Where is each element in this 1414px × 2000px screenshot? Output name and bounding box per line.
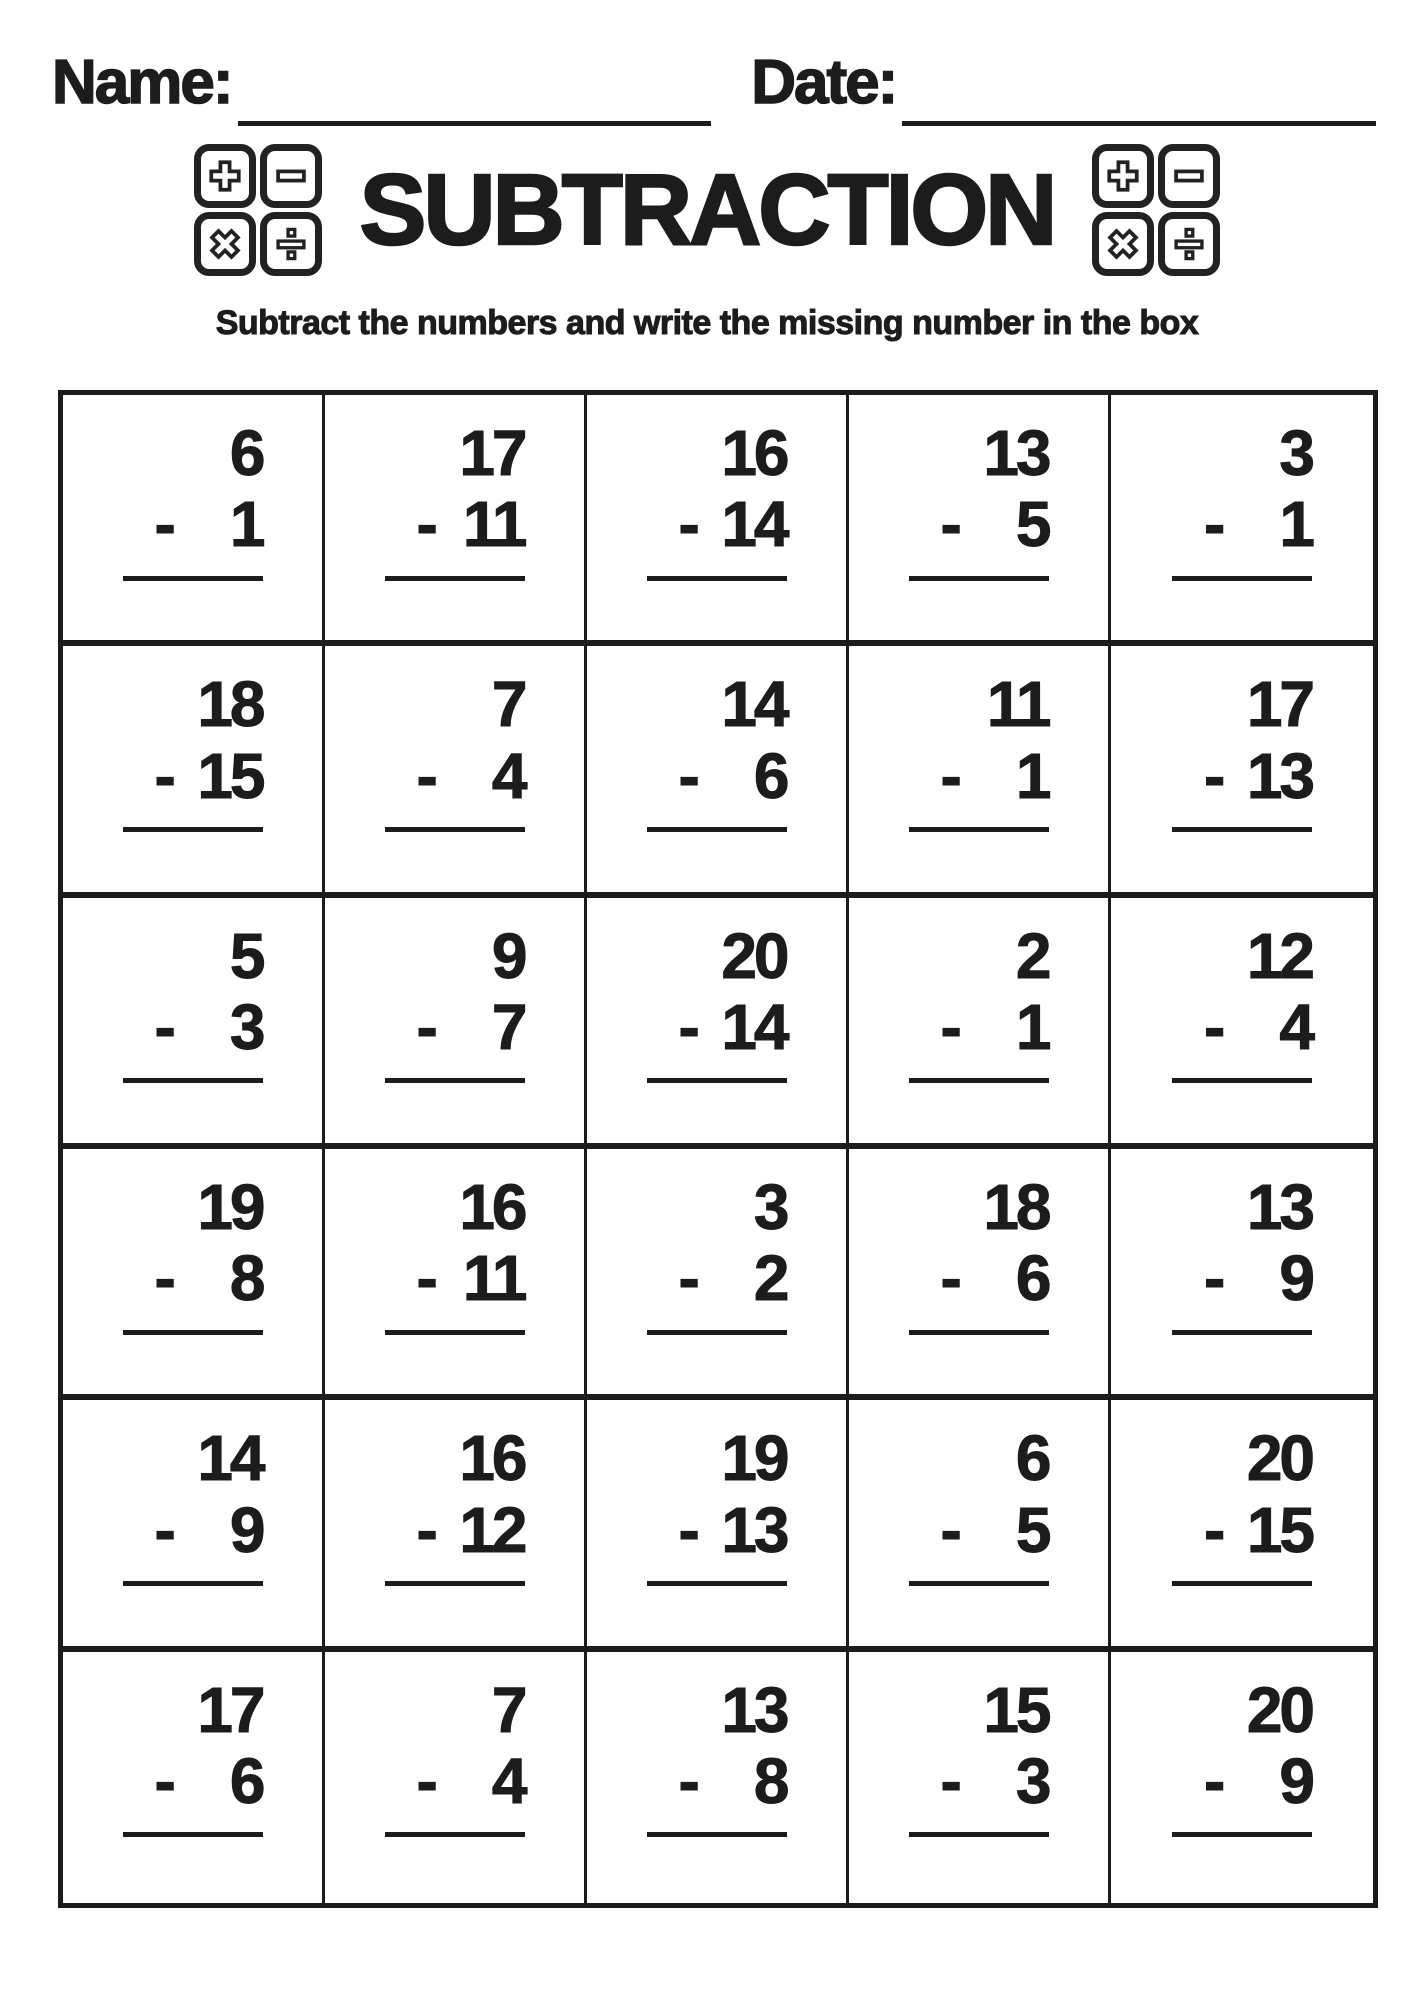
minuend: 16: [459, 1422, 525, 1495]
problem: [385, 668, 525, 832]
problem: [909, 668, 1049, 832]
subtraction-row: [940, 1242, 1049, 1315]
subtraction-row: [1204, 990, 1312, 1063]
problem-cell: [849, 898, 1111, 1149]
subtrahend: 6: [753, 739, 787, 812]
problem: [1172, 1422, 1312, 1586]
subtrahend: 5: [1015, 1493, 1049, 1566]
minus-operator: -: [940, 1242, 959, 1315]
problem: [647, 919, 787, 1084]
minus-operator: -: [1204, 488, 1223, 561]
subtraction-row: [678, 1744, 787, 1817]
subtraction-row: [416, 990, 525, 1063]
problem-cell: [63, 1400, 325, 1651]
problem-cell: [1111, 395, 1373, 646]
subtrahend: 3: [1015, 1744, 1049, 1817]
answer-line[interactable]: [385, 1078, 525, 1083]
minus-operator: -: [678, 990, 697, 1063]
minus-operator: -: [678, 1744, 697, 1817]
answer-line[interactable]: [909, 1581, 1049, 1586]
minus-operator: -: [154, 1242, 173, 1315]
minuend: 16: [459, 1170, 525, 1243]
problem-cell: [587, 1652, 849, 1903]
minus-icon: [1158, 144, 1220, 208]
minus-operator: -: [1204, 1744, 1223, 1817]
minus-operator: -: [416, 1242, 435, 1315]
problem-cell: [325, 898, 587, 1149]
problem: [909, 1170, 1049, 1335]
problem: [647, 1170, 787, 1335]
problem: [647, 417, 787, 581]
minuend: 13: [721, 1673, 787, 1746]
subtrahend: 2: [753, 1242, 787, 1315]
subtraction-row: [1204, 1493, 1312, 1566]
problem: [647, 668, 787, 832]
subtrahend: 14: [721, 990, 787, 1063]
answer-line[interactable]: [123, 827, 263, 832]
subtraction-row: [154, 1493, 263, 1566]
subtraction-row: [1204, 488, 1312, 561]
problem-cell: [325, 1400, 587, 1651]
problem-cell: [1111, 1149, 1373, 1400]
minuend: 12: [1246, 919, 1312, 992]
minus-operator: -: [154, 1744, 173, 1817]
problem: [123, 1673, 263, 1838]
subtrahend: 13: [721, 1493, 787, 1566]
date-blank[interactable]: [902, 121, 1376, 126]
minus-operator: -: [416, 1493, 435, 1566]
answer-line[interactable]: [647, 827, 787, 832]
minus-operator: -: [416, 488, 435, 561]
minuend: 17: [459, 417, 525, 489]
problem: [1172, 1673, 1312, 1838]
subtraction-row: [940, 990, 1049, 1063]
answer-line[interactable]: [647, 1832, 787, 1837]
problem-cell: [325, 646, 587, 897]
problem-cell: [849, 395, 1111, 646]
minus-operator: -: [1204, 739, 1223, 812]
minuend: 19: [721, 1422, 787, 1495]
subtraction-row: [416, 488, 525, 561]
date-label: Date:: [751, 48, 897, 117]
answer-line[interactable]: [1172, 1330, 1312, 1335]
subtraction-row: [1204, 1242, 1312, 1315]
minus-operator: -: [416, 990, 435, 1063]
answer-line[interactable]: [385, 576, 525, 581]
subtraction-row: [154, 1744, 263, 1817]
subtrahend: 9: [1279, 1744, 1312, 1817]
subtraction-row: [678, 739, 787, 812]
minus-operator: -: [1204, 990, 1223, 1063]
answer-line[interactable]: [909, 827, 1049, 832]
subtraction-row: [678, 990, 787, 1063]
minus-operator: -: [678, 1242, 697, 1315]
minus-operator: -: [678, 1493, 697, 1566]
problem: [909, 1673, 1049, 1838]
subtrahend: 8: [229, 1242, 263, 1315]
answer-line[interactable]: [123, 1078, 263, 1083]
worksheet-subtitle: Subtract the numbers and write the missing number in the box: [215, 304, 1199, 342]
subtraction-row: [416, 1493, 525, 1566]
divide-icon: [260, 212, 322, 276]
problem-cell: [849, 1652, 1111, 1903]
problem: [385, 919, 525, 1084]
subtraction-row: [416, 1242, 525, 1315]
minus-operator: -: [154, 739, 173, 812]
subtrahend: 1: [1015, 739, 1049, 812]
minus-operator: -: [154, 488, 173, 561]
operator-icons-right: [1092, 144, 1220, 276]
subtrahend: 15: [197, 739, 263, 812]
subtrahend: 1: [1015, 990, 1049, 1063]
problem: [123, 1170, 263, 1335]
answer-line[interactable]: [909, 576, 1049, 581]
subtrahend: 6: [229, 1744, 263, 1817]
subtrahend: 12: [459, 1493, 525, 1566]
answer-line[interactable]: [909, 1330, 1049, 1335]
subtraction-row: [1204, 739, 1312, 812]
problem: [1172, 919, 1312, 1084]
problem-cell: [63, 898, 325, 1149]
problem: [123, 668, 263, 832]
answer-line[interactable]: [123, 1581, 263, 1586]
subtraction-row: [154, 488, 263, 561]
minuend: 9: [491, 919, 525, 992]
subtrahend: 4: [1279, 990, 1312, 1063]
subtrahend: 9: [229, 1493, 263, 1566]
subtraction-row: [416, 1744, 525, 1817]
answer-line[interactable]: [909, 1832, 1049, 1837]
minuend: 7: [491, 668, 525, 741]
answer-line[interactable]: [385, 827, 525, 832]
problem-cell: [1111, 1400, 1373, 1651]
problem: [909, 417, 1049, 581]
header: [0, 0, 1414, 117]
problem: [909, 919, 1049, 1084]
answer-line[interactable]: [647, 1330, 787, 1335]
subtrahend: 11: [462, 488, 525, 561]
subtrahend: 3: [229, 990, 263, 1063]
minuend: 14: [197, 1422, 263, 1495]
subtrahend: 5: [1015, 488, 1049, 561]
minuend: 13: [1246, 1170, 1312, 1243]
problem: [123, 1422, 263, 1586]
problem: [647, 1673, 787, 1838]
minuend: 18: [983, 1170, 1049, 1243]
subtrahend: 4: [491, 739, 525, 812]
answer-line[interactable]: [647, 576, 787, 581]
subtrahend: 6: [1015, 1242, 1049, 1315]
subtrahend: 8: [753, 1744, 787, 1817]
subtrahend: 13: [1246, 739, 1312, 812]
problem-cell: [325, 1149, 587, 1400]
subtraction-row: [154, 990, 263, 1063]
answer-line[interactable]: [385, 1330, 525, 1335]
problem: [385, 1673, 525, 1838]
minus-operator: -: [154, 1493, 173, 1566]
minuend: 6: [1015, 1422, 1049, 1495]
problem: [385, 1170, 525, 1335]
problem-cell: [325, 395, 587, 646]
subtrahend: 1: [1279, 488, 1312, 561]
problem-cell: [1111, 898, 1373, 1149]
minus-operator: -: [940, 1744, 959, 1817]
answer-line[interactable]: [1172, 1581, 1312, 1586]
title-row: [0, 144, 1414, 276]
minus-operator: -: [1204, 1493, 1223, 1566]
subtrahend: 15: [1246, 1493, 1312, 1566]
minus-operator: -: [940, 488, 959, 561]
problem: [647, 1422, 787, 1586]
answer-line[interactable]: [647, 1078, 787, 1083]
answer-line[interactable]: [1172, 1078, 1312, 1083]
minus-operator: -: [416, 739, 435, 812]
subtraction-row: [678, 1242, 787, 1315]
answer-line[interactable]: [647, 1581, 787, 1586]
problem: [1172, 668, 1312, 832]
answer-line[interactable]: [123, 576, 263, 581]
problem: [123, 417, 263, 581]
answer-line[interactable]: [1172, 827, 1312, 832]
problem-cell: [63, 1652, 325, 1903]
minus-operator: -: [940, 1493, 959, 1566]
minus-operator: -: [1204, 1242, 1223, 1315]
minus-operator: -: [416, 1744, 435, 1817]
subtraction-row: [940, 739, 1049, 812]
problem-cell: [1111, 1652, 1373, 1903]
answer-line[interactable]: [123, 1330, 263, 1335]
minuend: 17: [197, 1673, 263, 1746]
minuend: 13: [983, 417, 1049, 489]
subtraction-row: [940, 1493, 1049, 1566]
minuend: 14: [721, 668, 787, 741]
minus-icon: [260, 144, 322, 208]
minuend: 3: [1279, 417, 1312, 489]
minuend: 17: [1246, 668, 1312, 741]
divide-icon: [1158, 212, 1220, 276]
operator-icons-left: [194, 144, 322, 276]
plus-icon: [1092, 144, 1154, 208]
problem-cell: [587, 1149, 849, 1400]
answer-line[interactable]: [123, 1832, 263, 1837]
answer-line[interactable]: [385, 1581, 525, 1586]
subtraction-row: [154, 739, 263, 812]
problem-cell: [587, 1400, 849, 1651]
multiply-icon: [1092, 212, 1154, 276]
problem-cell: [849, 646, 1111, 897]
minuend: 19: [197, 1170, 263, 1243]
problem-cell: [63, 1149, 325, 1400]
problem-cell: [63, 646, 325, 897]
subtraction-row: [678, 488, 787, 561]
subtrahend: 7: [491, 990, 525, 1063]
subtrahend: 9: [1279, 1242, 1312, 1315]
problem-cell: [63, 395, 325, 646]
minus-operator: -: [940, 990, 959, 1063]
worksheet-title: SUBTRACTION: [359, 154, 1055, 266]
answer-line[interactable]: [1172, 1832, 1312, 1837]
minuend: 7: [491, 1673, 525, 1746]
subtrahend: 4: [491, 1744, 525, 1817]
minus-operator: -: [154, 990, 173, 1063]
subtraction-row: [940, 1744, 1049, 1817]
problems-grid: [58, 390, 1378, 1908]
answer-line[interactable]: [385, 1832, 525, 1837]
problem-cell: [587, 395, 849, 646]
problem-cell: [587, 898, 849, 1149]
problem-cell: [849, 1400, 1111, 1651]
subtraction-row: [154, 1242, 263, 1315]
minus-operator: -: [678, 488, 697, 561]
subtraction-row: [416, 739, 525, 812]
problem: [1172, 1170, 1312, 1335]
problem: [123, 919, 263, 1084]
name-blank[interactable]: [238, 121, 712, 126]
subtrahend: 14: [721, 488, 787, 561]
problem-cell: [325, 1652, 587, 1903]
subtraction-row: [678, 1493, 787, 1566]
problem: [909, 1422, 1049, 1586]
minuend: 20: [1246, 1422, 1312, 1495]
subtraction-row: [1204, 1744, 1312, 1817]
minuend: 6: [229, 417, 263, 489]
problem-cell: [849, 1149, 1111, 1400]
minus-operator: -: [940, 739, 959, 812]
minuend: 20: [721, 919, 787, 992]
problem: [385, 1422, 525, 1586]
minuend: 20: [1246, 1673, 1312, 1746]
answer-line[interactable]: [909, 1078, 1049, 1083]
plus-icon: [194, 144, 256, 208]
name-label: Name:: [52, 48, 232, 117]
answer-line[interactable]: [1172, 576, 1312, 581]
subtraction-row: [940, 488, 1049, 561]
problem: [385, 417, 525, 581]
minus-operator: -: [678, 739, 697, 812]
minuend: 15: [983, 1673, 1049, 1746]
multiply-icon: [194, 212, 256, 276]
subtrahend: 11: [462, 1242, 525, 1315]
minuend: 16: [721, 417, 787, 489]
problem-cell: [587, 646, 849, 897]
subtrahend: 1: [229, 488, 263, 561]
minuend: 2: [1015, 919, 1049, 992]
problem: [1172, 417, 1312, 581]
problem-cell: [1111, 646, 1373, 897]
minuend: 5: [229, 919, 263, 992]
minuend: 3: [753, 1170, 787, 1243]
minuend: 18: [197, 668, 263, 741]
minuend: 11: [986, 668, 1049, 741]
